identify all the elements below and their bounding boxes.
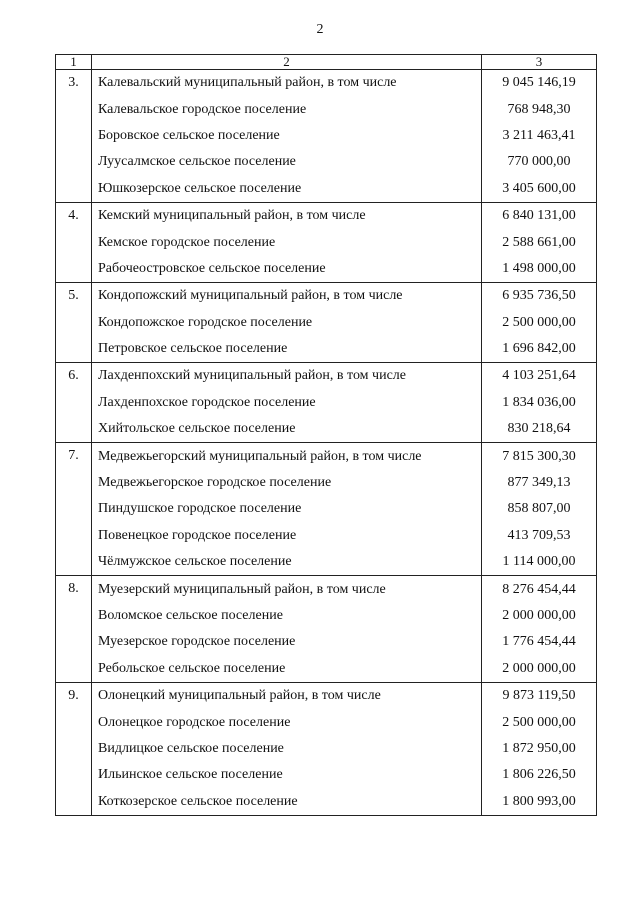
table-row-settlement (56, 123, 597, 149)
entity-name: Кемское городское поселение (92, 229, 482, 255)
amount-value: 1 806 226,50 (482, 762, 597, 788)
amount-value: 1 800 993,00 (482, 789, 597, 816)
table-row-district (56, 363, 597, 390)
entity-name: Коткозерское сельское поселение (92, 789, 482, 816)
amount-value: 8 276 454,44 (482, 576, 597, 603)
table-body (56, 55, 597, 816)
amount-value: 770 000,00 (482, 149, 597, 175)
entity-name: Медвежьегорский муниципальный район, в том числе (92, 443, 482, 470)
row-number: 5. (56, 283, 92, 363)
amount-value: 2 588 661,00 (482, 229, 597, 255)
amount-value: 6 935 736,50 (482, 283, 597, 310)
entity-name: Олонецкое городское поселение (92, 709, 482, 735)
table-row-district (56, 70, 597, 97)
entity-name: Луусалмское сельское поселение (92, 149, 482, 175)
table-row-settlement (56, 656, 597, 683)
amount-value: 2 500 000,00 (482, 310, 597, 336)
table-row-settlement (56, 496, 597, 522)
table-row-settlement (56, 176, 597, 203)
row-number: 9. (56, 682, 92, 815)
entity-name: Боровское сельское поселение (92, 123, 482, 149)
header-col-1: 1 (56, 55, 92, 70)
amount-value: 6 840 131,00 (482, 202, 597, 229)
table-row-settlement (56, 229, 597, 255)
row-number: 8. (56, 576, 92, 683)
amount-value: 2 000 000,00 (482, 656, 597, 683)
entity-name: Лахденпохский муниципальный район, в том числе (92, 363, 482, 390)
amount-value: 9 873 119,50 (482, 682, 597, 709)
entity-name: Калевальский муниципальный район, в том числе (92, 70, 482, 97)
table-row-settlement (56, 523, 597, 549)
table-row-settlement (56, 96, 597, 122)
table-row-settlement (56, 789, 597, 816)
table-row-settlement (56, 549, 597, 576)
table-row-settlement (56, 603, 597, 629)
entity-name: Пиндушское городское поселение (92, 496, 482, 522)
table-row-settlement (56, 256, 597, 283)
table-row-settlement (56, 416, 597, 443)
table-row-settlement (56, 390, 597, 416)
amount-value: 2 500 000,00 (482, 709, 597, 735)
table-row-settlement (56, 470, 597, 496)
table-row-settlement (56, 310, 597, 336)
amount-value: 830 218,64 (482, 416, 597, 443)
amount-value: 7 815 300,30 (482, 443, 597, 470)
table-row-district (56, 682, 597, 709)
table-row-district (56, 576, 597, 603)
entity-name: Кондопожский муниципальный район, в том числе (92, 283, 482, 310)
header-col-3: 3 (482, 55, 597, 70)
amount-value: 2 000 000,00 (482, 603, 597, 629)
amount-value: 3 211 463,41 (482, 123, 597, 149)
row-number: 4. (56, 202, 92, 282)
amount-value: 3 405 600,00 (482, 176, 597, 203)
entity-name: Видлицкое сельское поселение (92, 736, 482, 762)
entity-name: Олонецкий муниципальный район, в том числе (92, 682, 482, 709)
amount-value: 768 948,30 (482, 96, 597, 122)
entity-name: Ребольское сельское поселение (92, 656, 482, 683)
row-number: 6. (56, 363, 92, 443)
amount-value: 1 872 950,00 (482, 736, 597, 762)
entity-name: Муезерский муниципальный район, в том числе (92, 576, 482, 603)
table-row-settlement (56, 709, 597, 735)
entity-name: Хийтольское сельское поселение (92, 416, 482, 443)
amount-value: 4 103 251,64 (482, 363, 597, 390)
amount-value: 1 776 454,44 (482, 629, 597, 655)
table-row-settlement (56, 336, 597, 363)
entity-name: Чёлмужское сельское поселение (92, 549, 482, 576)
entity-name: Рабочеостровское сельское поселение (92, 256, 482, 283)
table-row-settlement (56, 736, 597, 762)
entity-name: Кемский муниципальный район, в том числе (92, 202, 482, 229)
allocation-table (55, 54, 597, 816)
amount-value: 9 045 146,19 (482, 70, 597, 97)
amount-value: 1 114 000,00 (482, 549, 597, 576)
entity-name: Кондопожское городское поселение (92, 310, 482, 336)
entity-name: Воломское сельское поселение (92, 603, 482, 629)
entity-name: Медвежьегорское городское поселение (92, 470, 482, 496)
entity-name: Петровское сельское поселение (92, 336, 482, 363)
amount-value: 1 696 842,00 (482, 336, 597, 363)
row-number: 7. (56, 443, 92, 576)
entity-name: Юшкозерское сельское поселение (92, 176, 482, 203)
amount-value: 413 709,53 (482, 523, 597, 549)
page-number: 2 (316, 22, 324, 37)
table-row-district (56, 202, 597, 229)
table-row-district (56, 283, 597, 310)
table-header-row (56, 55, 597, 70)
entity-name: Калевальское городское поселение (92, 96, 482, 122)
row-number: 3. (56, 70, 92, 203)
header-col-2: 2 (92, 55, 482, 70)
amount-value: 858 807,00 (482, 496, 597, 522)
entity-name: Повенецкое городское поселение (92, 523, 482, 549)
entity-name: Лахденпохское городское поселение (92, 390, 482, 416)
amount-value: 1 498 000,00 (482, 256, 597, 283)
entity-name: Ильинское сельское поселение (92, 762, 482, 788)
table-row-settlement (56, 762, 597, 788)
table-row-settlement (56, 149, 597, 175)
entity-name: Муезерское городское поселение (92, 629, 482, 655)
table-row-settlement (56, 629, 597, 655)
table-row-district (56, 443, 597, 470)
amount-value: 877 349,13 (482, 470, 597, 496)
amount-value: 1 834 036,00 (482, 390, 597, 416)
